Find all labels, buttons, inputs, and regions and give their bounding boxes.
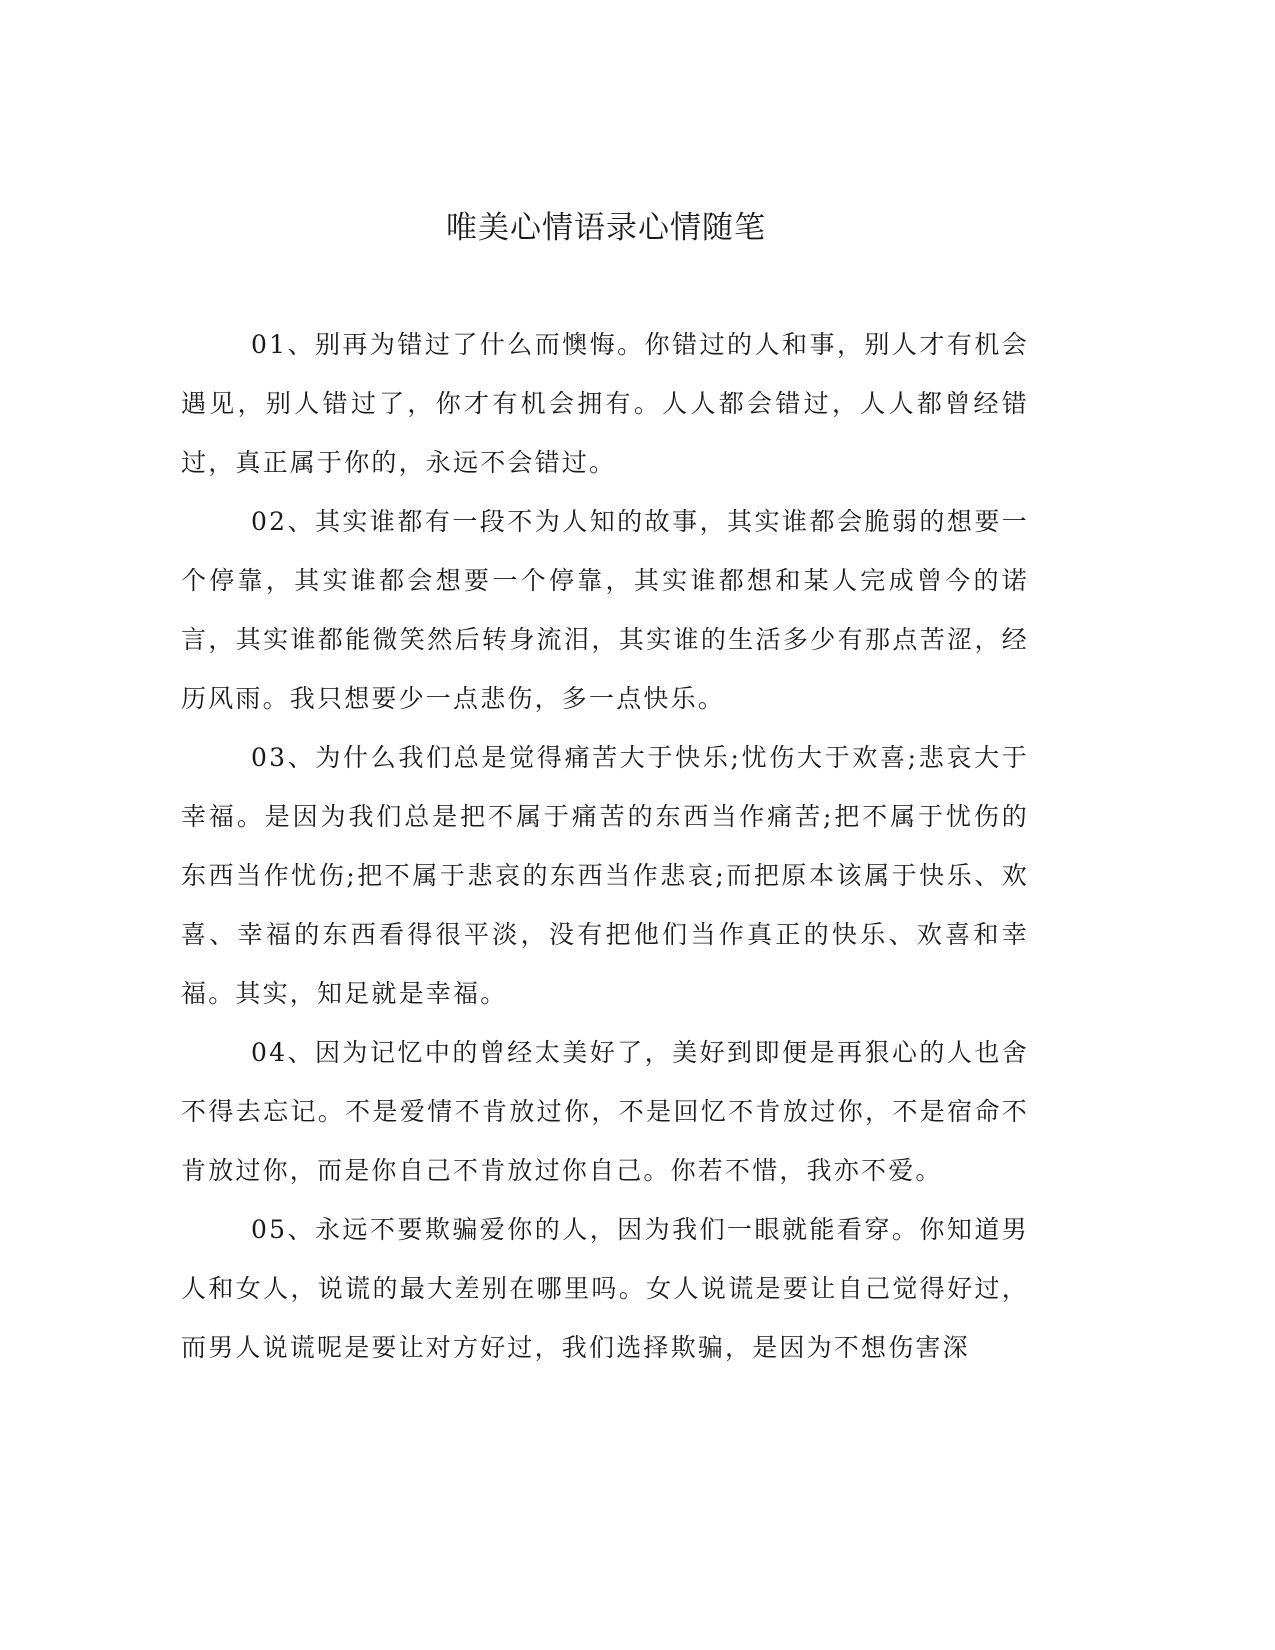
- document-title: 唯美心情语录心情随笔: [446, 210, 766, 246]
- paragraph-04: 04、因为记忆中的曾经太美好了，美好到即便是再狠心的人也舍不得去忘记。不是爱情不肯放过你，不是回忆不肯放过你，不是宿命不肯放过你，而是你自己不肯放过你自己。你若不惜，我亦不爱。: [181, 1038, 1029, 1185]
- paragraph-03: 03、为什么我们总是觉得痛苦大于快乐;忧伤大于欢喜;悲哀大于幸福。是因为我们总是把不属于痛苦的东西当作痛苦;把不属于忧伤的东西当作忧伤;把不属于悲哀的东西当作悲哀;而把原本该属于快乐、欢喜、幸福的东西看得很平淡，没有把他们当作真正的快乐、欢喜和幸福。其实，知足就是幸福。: [181, 743, 1029, 1008]
- paragraph-02: 02、其实谁都有一段不为人知的故事，其实谁都会脆弱的想要一个停靠，其实谁都会想要一个停靠，其实谁都想和某人完成曾今的诺言，其实谁都能微笑然后转身流泪，其实谁的生活多少有那点苦涩，经历风雨。我只想要少一点悲伤，多一点快乐。: [181, 507, 1029, 713]
- document-body: [181, 315, 1029, 1377]
- paragraph-05: 05、永远不要欺骗爱你的人，因为我们一眼就能看穿。你知道男人和女人，说谎的最大差别在哪里吗。女人说谎是要让自己觉得好过，而男人说谎呢是要让对方好过，我们选择欺骗，是因为不想伤害深: [181, 1215, 1029, 1362]
- paragraph-01: 01、别再为错过了什么而懊悔。你错过的人和事，别人才有机会遇见，别人错过了，你才有机会拥有。人人都会错过，人人都曾经错过，真正属于你的，永远不会错过。: [181, 330, 1029, 477]
